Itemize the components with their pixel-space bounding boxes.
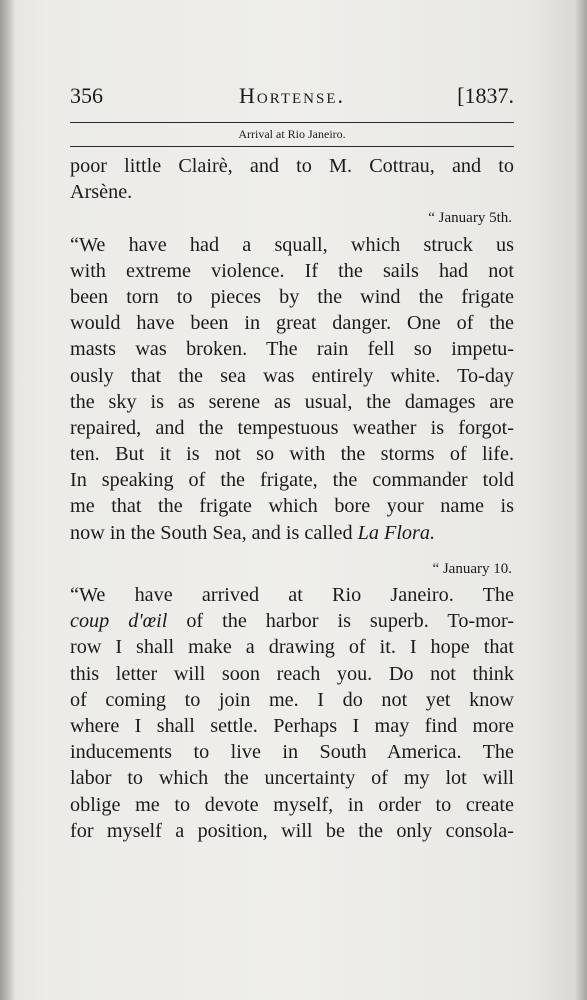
text-line: inducements to live in South America. The	[70, 741, 514, 764]
text-line: would have been in great danger. One of the	[70, 312, 514, 335]
text-line: labor to which the uncertainty of my lot will	[70, 767, 514, 790]
text-line: with extreme violence. If the sails had not	[70, 259, 514, 282]
text-line: been torn to pieces by the wind the frigate	[70, 285, 514, 308]
text-line	[70, 520, 514, 546]
text-line: oblige me to devote myself, in order to create	[70, 793, 514, 816]
text-line: row I shall make a drawing of it. I hope that	[70, 636, 514, 659]
date-heading: “ January 10.	[432, 560, 512, 577]
text-line: of coming to join me. I do not yet know	[70, 688, 514, 711]
running-title: Hortense.	[239, 83, 345, 108]
text-line: In speaking of the frigate, the commander told	[70, 469, 514, 492]
text-line: ten. But it is not so with the storms of life.	[70, 443, 514, 466]
text-line: “We have arrived at Rio Janeiro. The	[70, 584, 514, 606]
text-line: where I shall settle. Perhaps I may find more	[70, 714, 514, 737]
text-line: repaired, and the tempestuous weather is forgot-	[70, 416, 514, 439]
text-line: ously that the sea was entirely white. To-day	[70, 364, 514, 387]
text-line: the sky is as serene as usual, the damages are	[70, 390, 514, 413]
text-line: this letter will soon reach you. Do not think	[70, 662, 514, 685]
text-line: masts was broken. The rain fell so impetu-	[70, 338, 514, 361]
section-subheading: Arrival at Rio Janeiro.	[238, 127, 346, 141]
header-year: [1837.	[457, 83, 514, 108]
date-heading: “ January 5th.	[428, 210, 512, 227]
text-line: for myself a position, will be the only consola-	[70, 819, 514, 842]
text-line: poor little Clairè, and to M. Cottrau, and to	[70, 155, 514, 177]
text-fragment: of the harbor is superb. To-mor-	[186, 610, 514, 633]
italic-phrase: coup d'œil	[70, 610, 168, 633]
page-header	[70, 83, 514, 117]
italic-title: La Flora.	[357, 521, 436, 544]
header-rule	[70, 122, 514, 123]
text-line: “We have had a squall, which struck us	[70, 233, 514, 256]
text-fragment: now in the South Sea, and is called	[70, 521, 353, 544]
page-number: 356	[70, 83, 103, 108]
paragraph-gap	[70, 546, 514, 556]
body-text	[70, 153, 514, 844]
text-line: Arsène.	[70, 181, 133, 204]
subheading-rule	[70, 146, 514, 147]
text-line: me that the frigate which bore your name is	[70, 495, 514, 518]
text-line	[70, 608, 514, 634]
